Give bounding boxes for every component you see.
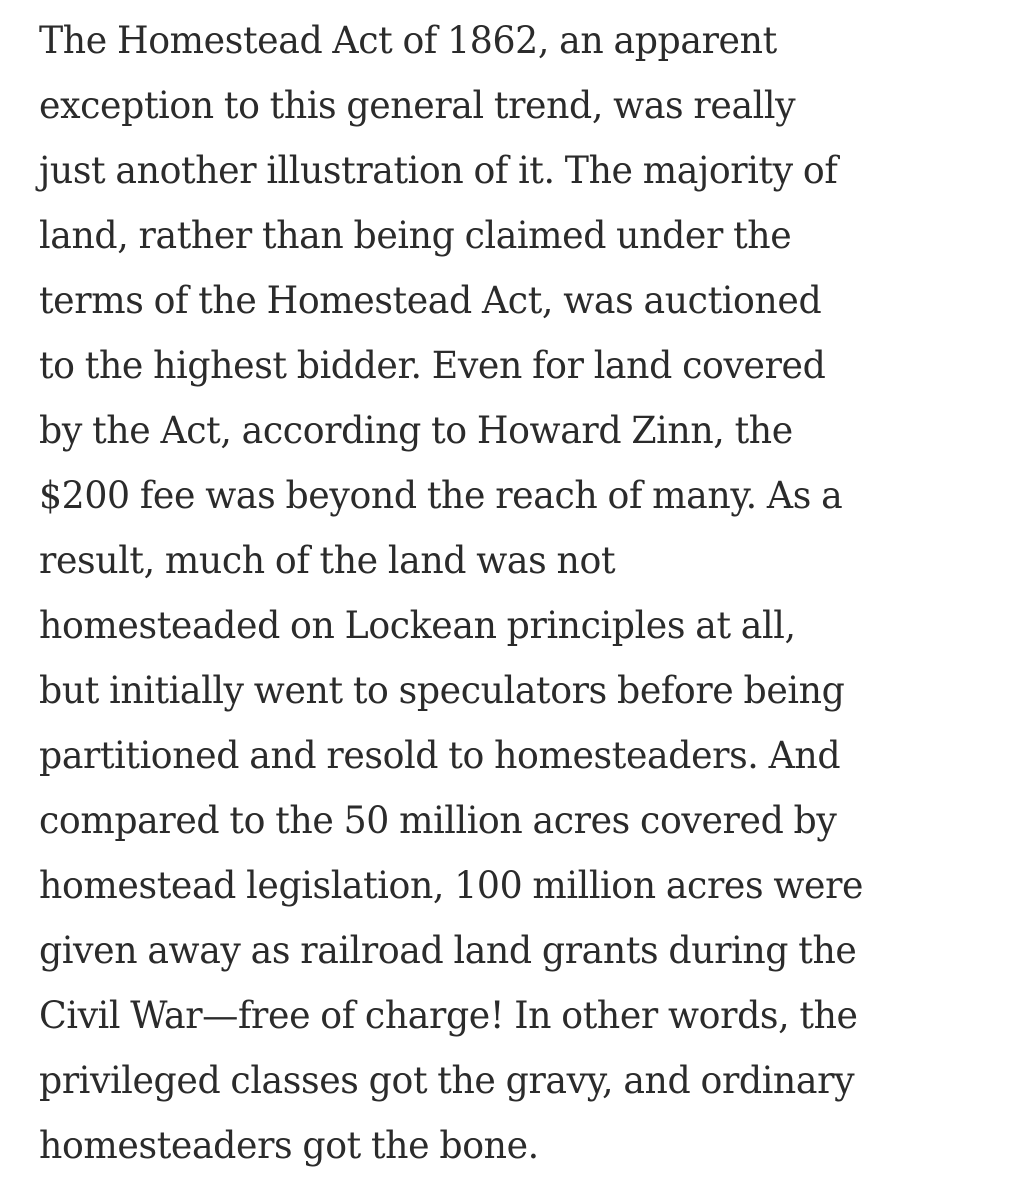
paragraph-line-18: homesteaders got the bone. [39, 1124, 539, 1167]
paragraph-line-12: partitioned and resold to homesteaders. And [39, 734, 841, 777]
paragraph-line-3: just another illustration of it. The majority of [39, 149, 838, 192]
paragraph-line-14: homestead legislation, 100 million acres were [39, 864, 864, 907]
paragraph-line-7: by the Act, according to Howard Zinn, the [39, 409, 793, 452]
paragraph-line-17: privileged classes got the gravy, and ordinary [39, 1059, 855, 1102]
paragraph-line-15: given away as railroad land grants during the [39, 929, 857, 972]
paragraph-line-2: exception to this general trend, was really [39, 84, 796, 127]
paragraph-line-1: The Homestead Act of 1862, an apparent [39, 19, 777, 62]
paragraph-line-5: terms of the Homestead Act, was auctioned [39, 279, 822, 322]
paragraph-line-4: land, rather than being claimed under the [39, 214, 792, 257]
paragraph-line-10: homesteaded on Lockean principles at all, [39, 604, 796, 647]
paragraph-line-6: to the highest bidder. Even for land covered [39, 344, 826, 387]
article-paragraph [39, 16, 999, 1186]
paragraph-line-8: $200 fee was beyond the reach of many. As a [39, 474, 843, 517]
paragraph-line-9: result, much of the land was not [39, 539, 616, 582]
paragraph-line-13: compared to the 50 million acres covered by [39, 799, 837, 842]
paragraph-line-11: but initially went to speculators before being [39, 669, 845, 712]
paragraph-line-16: Civil War—free of charge! In other words, the [39, 994, 858, 1037]
